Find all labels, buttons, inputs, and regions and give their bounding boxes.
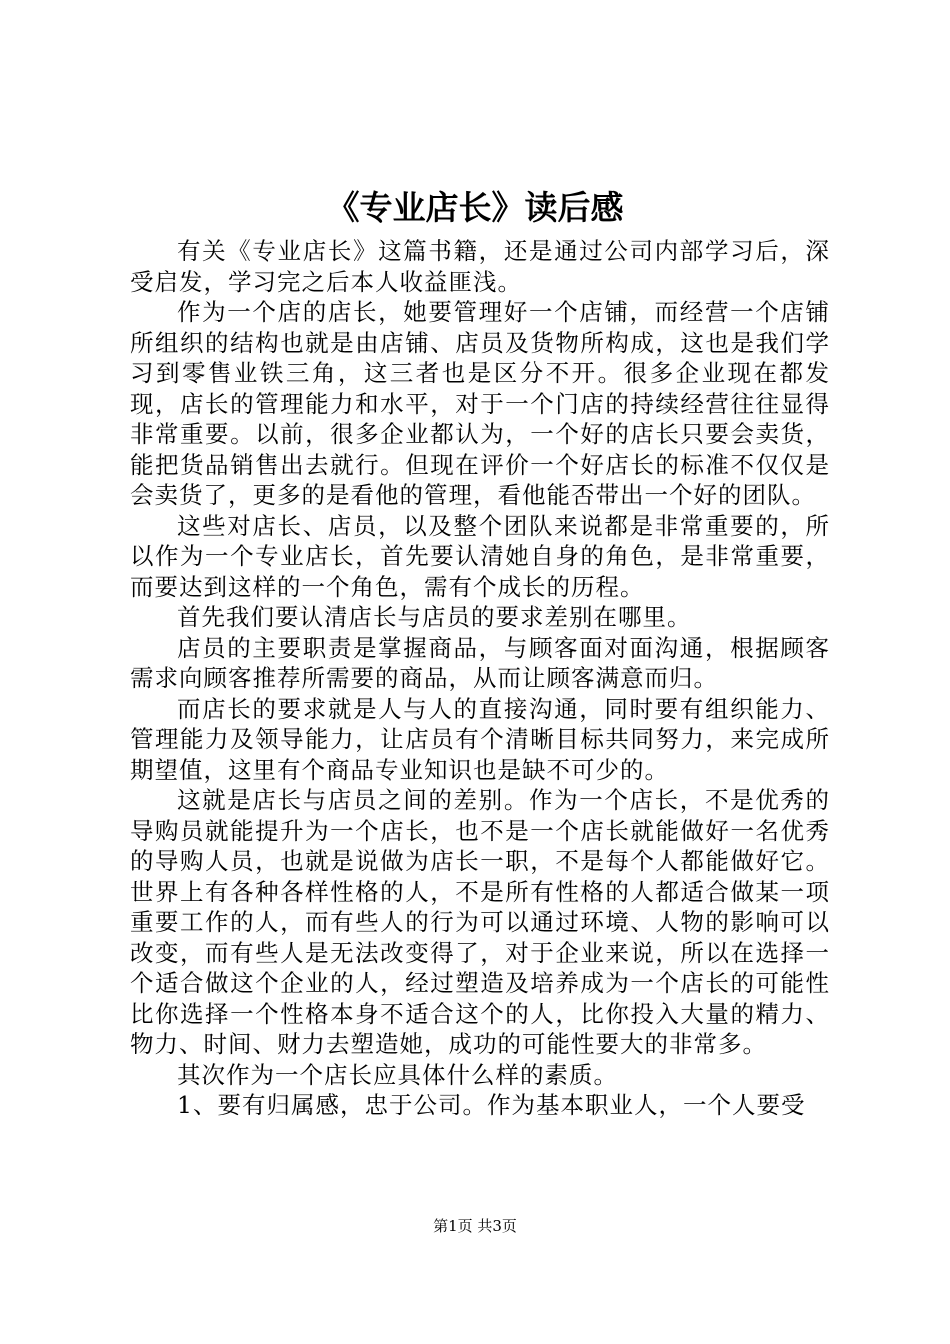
document-body (130, 236, 830, 1121)
paragraph: 其次作为一个店长应具体什么样的素质。 (177, 1060, 618, 1089)
page-number-footer: 第1页 共3页 (433, 1217, 517, 1235)
paragraph: 首先我们要认清店长与店员的要求差别在哪里。 (177, 603, 692, 631)
paragraph: 1、要有归属感，忠于公司。作为基本职业人，一个人要受 (177, 1091, 806, 1119)
paragraph: 有关《专业店长》这篇书籍，还是通过公司内部学习后，深受启发，学习完之后本人收益匪浅。 (130, 237, 830, 296)
document-title: 《专业店长》读后感 (326, 188, 624, 227)
paragraph: 而店长的要求就是人与人的直接沟通，同时要有组织能力、管理能力及领导能力，让店员有个清晰目标共同努力，来完成所期望值，这里有个商品专业知识也是缺不可少的。 (130, 694, 830, 784)
paragraph: 店员的主要职责是掌握商品，与顾客面对面沟通，根据顾客需求向顾客推荐所需要的商品，从而让顾客满意而归。 (130, 633, 830, 692)
paragraph: 这些对店长、店员，以及整个团队来说都是非常重要的，所以作为一个专业店长，首先要认清她自身的角色，是非常重要，而要达到这样的一个角色，需有个成长的历程。 (130, 511, 830, 601)
paragraph: 这就是店长与店员之间的差别。作为一个店长，不是优秀的导购员就能提升为一个店长，也不是一个店长就能做好一名优秀的导购人员，也就是说做为店长一职，不是每个人都能做好它。世界上有各种各样性格的人，不是所有性格的人都适合做某一项重要工作的人，而有些人的行为可以通过环境、人物的影响可以改变，而有些人是无法改变得了，对于企业来说，所以在选择一个适合做这个企业的人，经过塑造及培养成为一个店长的可能性比你选择一个性格本身不适合这个的人，比你投入大量的精力、物力、时间、财力去塑造她，成功的可能性要大的非常多。 (130, 786, 830, 1058)
paragraph: 作为一个店的店长，她要管理好一个店铺，而经营一个店铺所组织的结构也就是由店铺、店员及货物所构成，这也是我们学习到零售业铁三角，这三者也是区分不开。很多企业现在都发现，店长的管理能力和水平，对于一个门店的持续经营往往显得非常重要。以前，很多企业都认为，一个好的店长只要会卖货，能把货品销售出去就行。但现在评价一个好店长的标准不仅仅是会卖货了，更多的是看他的管理，看他能否带出一个好的团队。 (130, 298, 830, 509)
